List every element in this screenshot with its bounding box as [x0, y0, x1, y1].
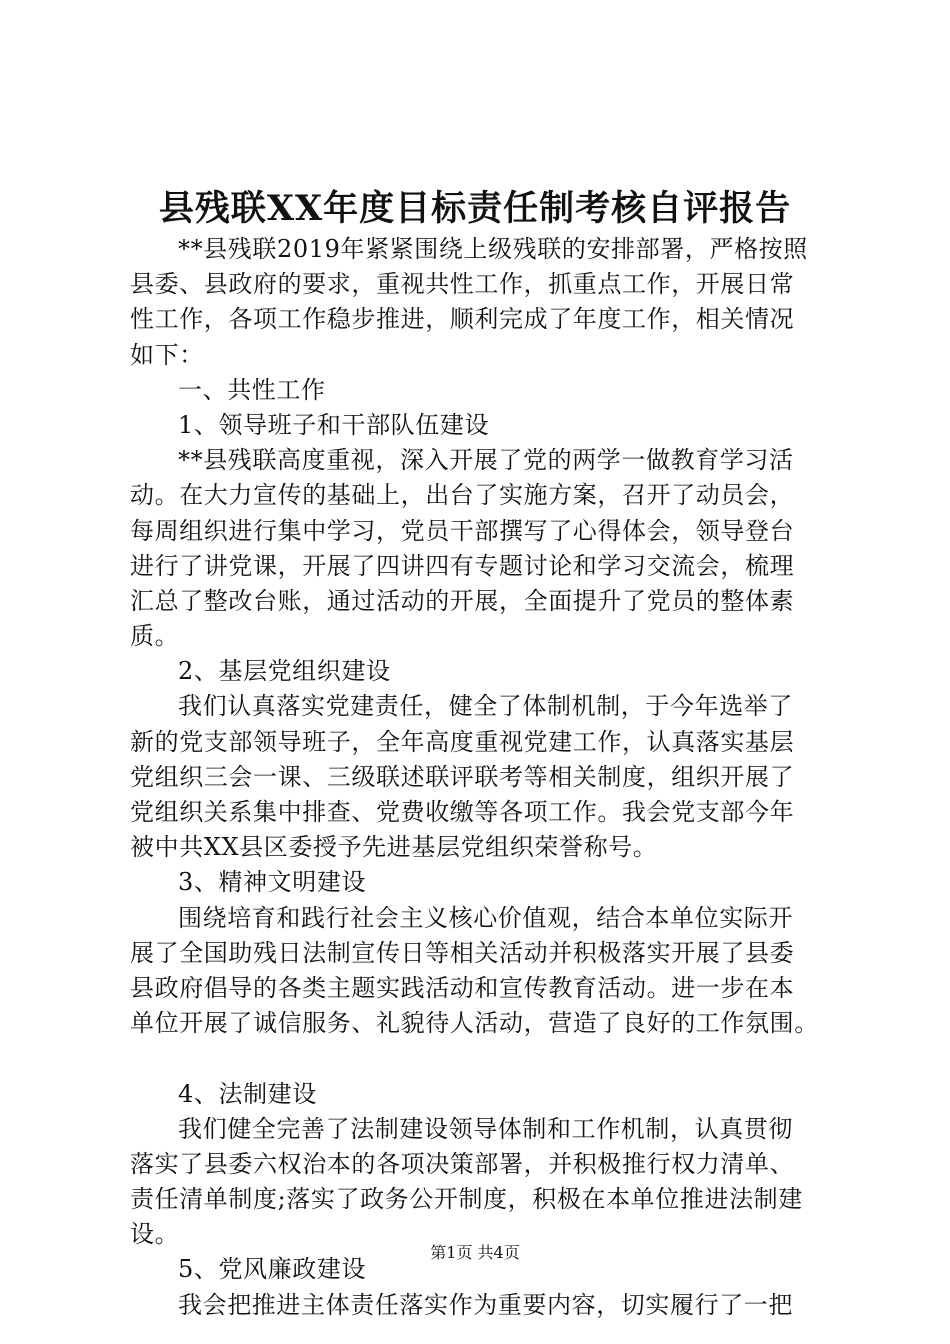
- paragraph-line: 性工作，各项工作稳步推进，顺利完成了年度工作，相关情况: [130, 305, 795, 334]
- paragraph-line: **县残联高度重视，深入开展了党的两学一做教育学习活: [178, 446, 794, 475]
- document-body: [130, 232, 850, 1323]
- paragraph-line: 被中共XX县区委授予先进基层党组织荣誉称号。: [130, 833, 658, 862]
- paragraph-line: 新的党支部领导班子，全年高度重视党建工作，认真落实基层: [130, 727, 795, 756]
- subsection-heading: 5、党风廉政建设: [178, 1255, 367, 1284]
- subsection-heading: 2、基层党组织建设: [178, 657, 391, 686]
- paragraph-line: 县政府倡导的各类主题实践活动和宣传教育活动。进一步在本: [130, 973, 795, 1002]
- paragraph-line: 汇总了整改台账，通过活动的开展，全面提升了党员的整体素: [130, 586, 795, 615]
- paragraph-line: 党组织关系集中排查、党费收缴等各项工作。我会党支部今年: [130, 798, 795, 826]
- paragraph-line: **县残联2019年紧紧围绕上级残联的安排部署，严格按照: [178, 235, 808, 263]
- paragraph-line: 党组织三会一课、三级联述联评联考等相关制度，组织开展了: [130, 762, 795, 791]
- paragraph-line: 围绕培育和践行社会主义核心价值观，结合本单位实际开: [178, 903, 793, 932]
- paragraph-line: 动。在大力宣传的基础上，出台了实施方案，召开了动员会，: [130, 481, 795, 510]
- paragraph-line: 县委、县政府的要求，重视共性工作，抓重点工作，开展日常: [130, 270, 795, 299]
- paragraph-line: 如下：: [130, 340, 204, 369]
- subsection-heading: 1、领导班子和干部队伍建设: [178, 410, 490, 439]
- paragraph-line: 责任清单制度;落实了政务公开制度，积极在本单位推进法制建: [130, 1185, 803, 1214]
- subsection-heading: 3、精神文明建设: [178, 868, 367, 897]
- paragraph-line: 我会把推进主体责任落实作为重要内容，切实履行了一把: [178, 1290, 793, 1319]
- paragraph-line: 展了全国助残日法制宣传日等相关活动并积极落实开展了县委: [130, 938, 795, 967]
- paragraph-line: 进行了讲党课，开展了四讲四有专题讨论和学习交流会，梳理: [130, 551, 795, 580]
- page-footer: 第1页 共4页: [430, 1243, 520, 1262]
- paragraph-line: 单位开展了诚信服务、礼貌待人活动，营造了良好的工作氛围。: [130, 1009, 819, 1038]
- paragraph-line: 设。: [130, 1220, 180, 1249]
- document-title: 县残联XX年度目标责任制考核自评报告: [158, 188, 792, 229]
- paragraph-line: 落实了县委六权治本的各项决策部署，并积极推行权力清单、: [130, 1149, 795, 1178]
- section-heading: 一、共性工作: [178, 375, 326, 404]
- paragraph-line: 我们认真落实党建责任，健全了体制机制，于今年选举了: [178, 692, 793, 721]
- subsection-heading: 4、法制建设: [178, 1079, 317, 1108]
- paragraph-line: 每周组织进行集中学习，党员干部撰写了心得体会，领导登台: [130, 516, 795, 545]
- paragraph-line: 我们健全完善了法制建设领导体制和工作机制，认真贯彻: [178, 1114, 793, 1143]
- blank-line: [130, 1041, 850, 1076]
- paragraph-line: 质。: [130, 622, 180, 651]
